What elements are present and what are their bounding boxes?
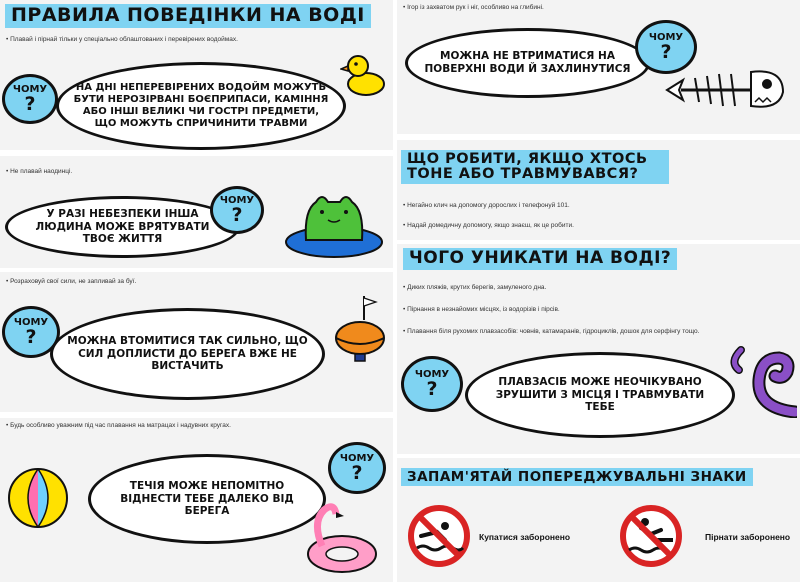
danger-bullet: • Ігор із захватом рук і ніг, особливо на глибині.	[403, 4, 544, 11]
why-mark: ?	[25, 325, 37, 348]
panel-right-help	[397, 140, 800, 240]
frog-float-icon	[282, 182, 386, 262]
panel-right-top	[397, 0, 800, 134]
rule-bullet-2: • Не плавай наодинці.	[6, 168, 72, 175]
speech-bubble-6: ПЛАВЗАСІБ МОЖЕ НЕОЧІКУВАНО ЗРУШИТИ З МІСЦЯ І ТРАВМУВАТИ ТЕБЕ	[465, 352, 735, 438]
why-label: ЧОМУ	[12, 83, 48, 95]
why-badge-6	[401, 356, 463, 412]
why-badge-2	[210, 186, 264, 234]
why-badge-1	[2, 74, 58, 124]
avoid-bullet-3: • Плавання біля рухомих плавзасобів: човнів, катамаранів, гідроциклів, дошок для серфінгу тощо.	[403, 328, 699, 335]
panel-rules-4	[0, 418, 393, 582]
rule-bullet-1: • Плавай і пірнай тільки у спеціально облаштованих і перевірених водоймах.	[6, 36, 238, 43]
speech-bubble-5: МОЖНА НЕ ВТРИМАТИСЯ НА ПОВЕРХНІ ВОДИ Й ЗАХЛИНУТИСЯ	[405, 28, 650, 98]
no-swimming-sign-icon	[407, 504, 471, 568]
speech-bubble-1: НА ДНІ НЕПЕРЕВІРЕНИХ ВОДОЙМ МОЖУТЬ БУТИ НЕРОЗІРВАНІ БОЄПРИПАСИ, КАМІННЯ АБО ІНШІ ВЕЛИКІ ЧИ ГОСТРІ ПРЕДМЕТИ, ЩО МОЖУТЬ СПРИЧИНИТИ ТРАВМИ	[56, 62, 346, 150]
fish-skeleton-icon	[659, 58, 789, 118]
why-label: ЧОМУ	[414, 368, 450, 380]
no-diving-sign-icon	[619, 504, 683, 568]
why-label: ЧОМУ	[648, 31, 684, 43]
rule-bullet-3: • Розраховуй свої сили, не запливай за буї.	[6, 278, 136, 285]
section-title-avoid: ЧОГО УНИКАТИ НА ВОДІ?	[403, 248, 677, 270]
why-label: ЧОМУ	[219, 194, 255, 206]
page-title: ПРАВИЛА ПОВЕДІНКИ НА ВОДІ	[5, 4, 371, 28]
speech-bubble-3: МОЖНА ВТОМИТИСЯ ТАК СИЛЬНО, ЩО СИЛ ДОПЛИСТИ ДО БЕРЕГА ВЖЕ НЕ ВИСТАЧИТЬ	[50, 308, 325, 400]
section-title-help: ЩО РОБИТИ, ЯКЩО ХТОСЬ ТОНЕ АБО ТРАВМУВАВСЯ?	[401, 150, 669, 184]
panel-right-avoid	[397, 244, 800, 454]
octopus-tentacle-icon	[717, 336, 797, 418]
help-bullet-2: • Надай домедичну допомогу, якщо знаєш, як це робити.	[403, 222, 574, 229]
buoy-icon	[330, 294, 390, 364]
sign-label-no-diving: Пірнати заборонено	[705, 532, 791, 542]
why-mark: ?	[351, 461, 363, 484]
rubber-duck-icon	[340, 48, 388, 98]
why-mark: ?	[24, 92, 36, 115]
speech-bubble-4: ТЕЧІЯ МОЖЕ НЕПОМІТНО ВІДНЕСТИ ТЕБЕ ДАЛЕКО ВІД БЕРЕГА	[88, 454, 326, 544]
panel-rules-1	[0, 0, 393, 150]
why-label: ЧОМУ	[339, 452, 375, 464]
panel-rules-2	[0, 156, 393, 268]
panel-right-signs	[397, 458, 800, 582]
speech-bubble-2: У РАЗІ НЕБЕЗПЕКИ ІНША ЛЮДИНА МОЖЕ ВРЯТУВАТИ ТВОЄ ЖИТТЯ	[5, 196, 240, 258]
section-title-signs: ЗАПАМ'ЯТАЙ ПОПЕРЕДЖУВАЛЬНІ ЗНАКИ	[401, 468, 753, 486]
sign-label-no-swimming: Купатися заборонено	[479, 532, 571, 542]
help-bullet-1: • Негайно клич на допомогу дорослих і телефонуй 101.	[403, 202, 570, 209]
rule-bullet-4: • Будь особливо уважним під час плавання на матрацах і надувних кругах.	[6, 422, 231, 429]
panel-rules-3	[0, 272, 393, 412]
why-mark: ?	[231, 203, 243, 226]
flamingo-float-icon	[300, 496, 386, 578]
why-mark: ?	[660, 40, 672, 63]
avoid-bullet-1: • Диких пляжів, крутих берегів, замуленого дна.	[403, 284, 546, 291]
why-mark: ?	[426, 377, 438, 400]
why-badge-4	[328, 442, 386, 494]
avoid-bullet-2: • Пірнання в незнайомих місцях, із водорізів і пірсів.	[403, 306, 560, 313]
beach-ball-icon	[6, 466, 70, 530]
why-label: ЧОМУ	[13, 316, 49, 328]
